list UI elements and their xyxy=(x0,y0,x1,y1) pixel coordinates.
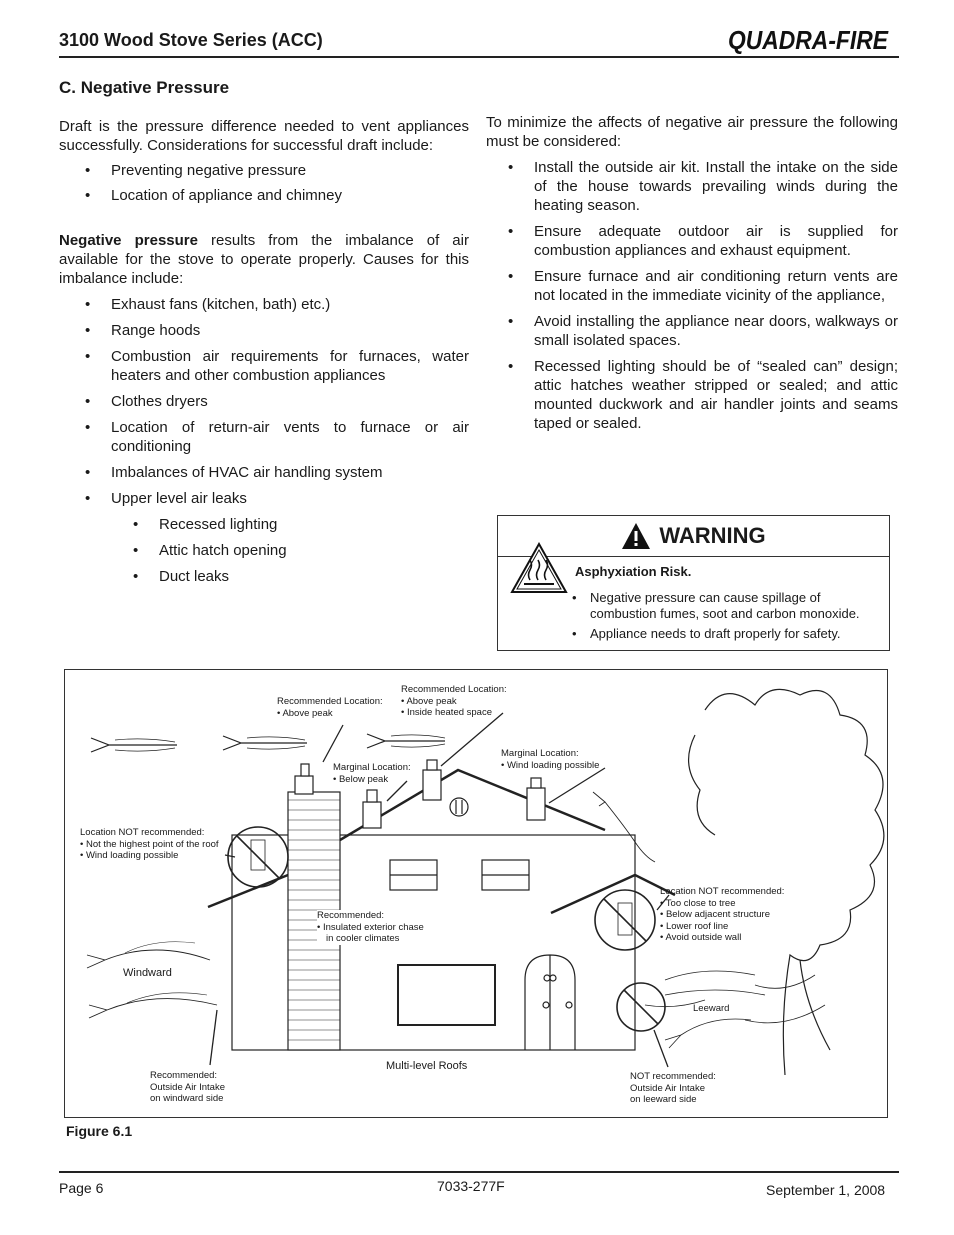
footer-rule xyxy=(59,1171,899,1173)
sub-list-item: • Attic hatch opening xyxy=(133,542,287,559)
label-recommended-intake: Recommended: Outside Air Intake on windward side xyxy=(150,1070,225,1104)
list-item: • Range hoods xyxy=(85,322,201,339)
quadra-fire-logo xyxy=(726,24,894,56)
list-item: • Ensure furnace and air conditioning return vents are not located in the immediate vicinity of the appliance, xyxy=(508,268,898,304)
page-number: Page 6 xyxy=(59,1180,104,1196)
sub-list-item: • Recessed lighting xyxy=(133,516,278,533)
document-header-title: 3100 Wood Stove Series (ACC) xyxy=(59,30,323,50)
warning-item: • Appliance needs to draft properly for safety. xyxy=(572,626,841,641)
doc-date: September 1, 2008 xyxy=(766,1182,886,1198)
warning-box xyxy=(497,515,890,651)
right-column xyxy=(486,113,898,433)
figure-caption: Figure 6.1 xyxy=(66,1123,133,1139)
label-recommended-chase: Recommended: • Insulated exterior chase in cooler climates xyxy=(317,910,424,944)
wind-arrow-icon xyxy=(91,734,445,752)
warning-list xyxy=(572,590,876,642)
figure-frame xyxy=(64,669,888,1118)
list-item: • Clothes dryers xyxy=(85,393,208,410)
list-item: • Install the outside air kit. Install the intake on the side of the house towards prevailing winds during the heating season. xyxy=(508,159,898,214)
list-item: • Ensure adequate outdoor air is supplied for combustion appliances and exhaust equipment. xyxy=(508,223,898,259)
label-windward: Windward xyxy=(123,967,172,979)
list-item: • Combustion air requirements for furnaces, water heaters and other combustion appliances xyxy=(85,348,469,384)
list-item: • Upper level air leaks xyxy=(85,490,247,507)
list-item: • Preventing negative pressure xyxy=(85,162,307,179)
section-title: C. Negative Pressure xyxy=(59,78,230,97)
minimize-intro: To minimize the affects of negative air pressure the following must be considered: xyxy=(486,114,898,150)
list-item: • Imbalances of HVAC air handling system xyxy=(85,464,383,481)
list-item: • Exhaust fans (kitchen, bath) etc.) xyxy=(85,296,331,313)
label-not-recommended-intake: NOT recommended: Outside Air Intake on leeward side xyxy=(630,1071,716,1105)
draft-intro: Draft is the pressure difference needed to vent appliances successfully. Considerations for successful draft include: xyxy=(59,118,469,154)
negative-pressure-paragraph: Negative pressure results from the imbalance of air available for the stove to operate properly. Causes for this imbalance include: xyxy=(59,232,469,287)
label-marginal-wind: Marginal Location: • Wind loading possible xyxy=(501,748,600,771)
list-item: • Avoid installing the appliance near doors, walkways or small isolated spaces. xyxy=(508,313,898,349)
label-recommended-above-peak: Recommended Location: • Above peak xyxy=(277,696,383,719)
label-not-recommended-tree: Location NOT recommended: • Too close to tree • Below adjacent structure • Lower roof line • Avoid outside wall xyxy=(660,886,785,943)
label-multi-level-roofs: Multi-level Roofs xyxy=(386,1060,468,1072)
svg-text:QUADRA-FIRE: QUADRA-FIRE xyxy=(728,25,889,55)
hot-surface-hazard-icon xyxy=(510,542,568,594)
list-item: • Location of appliance and chimney xyxy=(85,187,342,204)
list-item: • Recessed lighting should be of “sealed can” design; attic hatches weather stripped or sealed; and attic mounted duckwork and air handler joints and seams taped or sealed. xyxy=(508,358,898,432)
list-item: • Location of return-air vents to furnace or air conditioning xyxy=(85,419,469,455)
label-marginal-below-peak: Marginal Location: • Below peak xyxy=(333,762,411,785)
label-recommended-heated: Recommended Location: • Above peak • Inside heated space xyxy=(401,684,507,718)
warning-item: • Negative pressure can cause spillage of combustion fumes, soot and carbon monoxide. xyxy=(572,590,860,621)
window xyxy=(398,965,495,1025)
left-column xyxy=(59,117,469,593)
warning-heading: Asphyxiation Risk. xyxy=(575,564,692,579)
label-leeward: Leeward xyxy=(693,1003,730,1014)
header-rule xyxy=(59,56,899,58)
label-not-recommended-roof: Location NOT recommended: • Not the highest point of the roof • Wind loading possible xyxy=(80,827,219,861)
warning-title: WARNING xyxy=(659,523,766,548)
left-roof xyxy=(208,875,288,907)
sub-list-item: • Duct leaks xyxy=(133,568,230,585)
tree-outline xyxy=(689,689,884,1075)
gable-vent xyxy=(450,798,468,816)
doc-number: 7033-277F xyxy=(437,1178,505,1194)
warning-triangle-icon xyxy=(621,522,651,550)
